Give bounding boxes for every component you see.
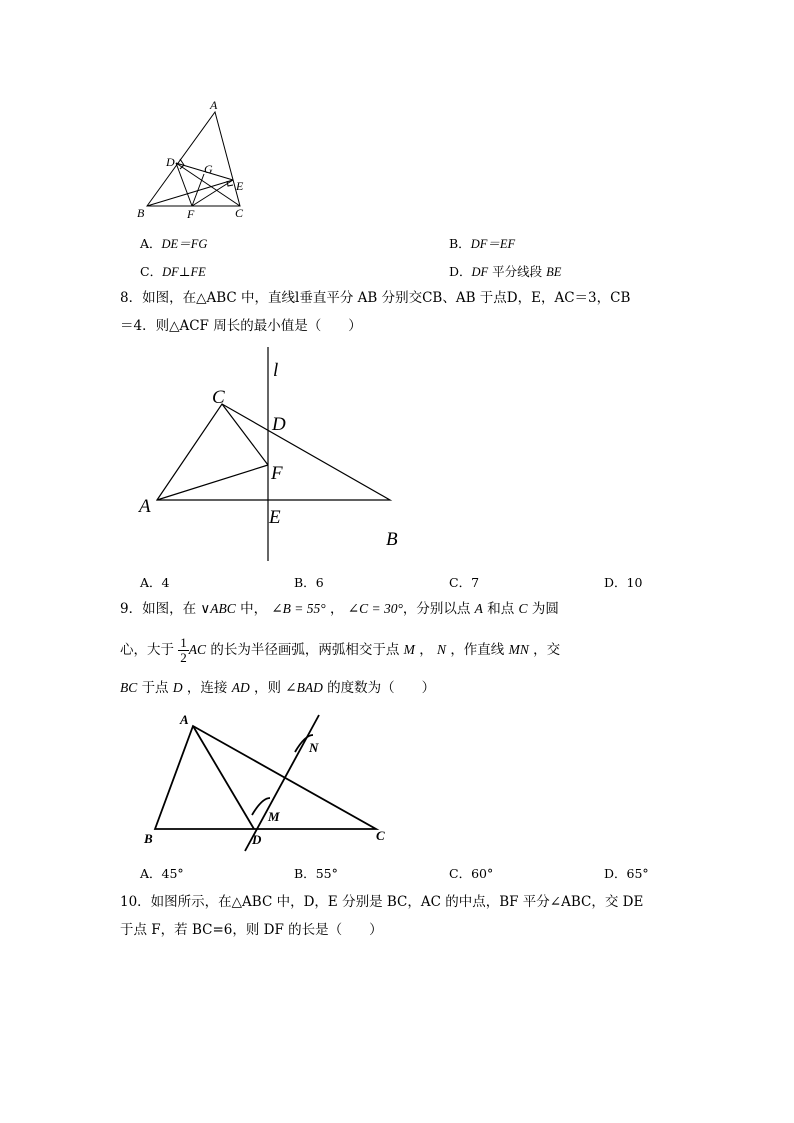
q10-stem-line2: 于点 F，若 BC=6，则 DF 的长是（ ）	[120, 922, 383, 938]
q7-option-a[interactable]: A．DE＝FG	[140, 236, 208, 251]
fig9-label-d: D	[252, 832, 262, 847]
fig9-label-n: N	[309, 740, 319, 755]
segment-fg	[192, 174, 204, 206]
q7-option-c[interactable]: C．DF⊥FE	[140, 264, 206, 279]
q9-stem-line3: BC 于点 D ，连接 AD ，则 ∠BAD 的度数为（ ）	[120, 680, 436, 696]
fig8-label-b: B	[386, 529, 398, 550]
segment-cf	[222, 404, 268, 465]
q8-option-b[interactable]: B．6	[294, 575, 324, 590]
fig9-label-c: C	[376, 828, 385, 843]
q9-stem-line1: 9．如图，在 ∨ABC 中， ∠B = 55° ， ∠C = 30°，分别以点 A 和点 C 为圆	[120, 601, 559, 617]
fig7-label-c: C	[235, 206, 244, 220]
fig8-label-c: C	[212, 387, 225, 408]
q7-option-d[interactable]: D．DF 平分线段 BE	[449, 264, 562, 279]
fig9-label-a: A	[180, 712, 189, 727]
q9-option-c[interactable]: C．60°	[449, 866, 494, 881]
figure-q8	[130, 340, 420, 565]
fig7-label-b: B	[137, 206, 145, 220]
fig7-label-e: E	[236, 179, 244, 193]
fig9-label-b: B	[144, 831, 153, 846]
fig8-label-d: D	[272, 414, 286, 435]
fig7-label-g: G	[204, 162, 213, 176]
q8-option-a[interactable]: A．4	[140, 575, 170, 590]
fig7-label-d: D	[166, 155, 175, 169]
segment-af	[157, 465, 268, 500]
fig8-label-a: A	[139, 496, 151, 517]
q9-option-d[interactable]: D．65°	[604, 866, 649, 881]
q9-stem-line2: 心，大于 $\frac{1}{2}$ AC 的长为半径画弧，两弧相交于点 M ， N ，作直线 MN ，交	[120, 635, 561, 665]
q7-option-b[interactable]: B．DF＝EF	[449, 236, 516, 251]
segment-df	[176, 163, 192, 206]
q8-stem-line2: ＝4．则△ACF 周长的最小值是（ ）	[120, 318, 362, 334]
figure-q9	[140, 708, 400, 856]
q8-option-d[interactable]: D．10	[604, 575, 643, 590]
segment-fe	[192, 180, 233, 206]
q9-option-b[interactable]: B．55°	[294, 866, 338, 881]
q8-stem-line1: 8．如图，在△ABC 中，直线l垂直平分 AB 分别交CB、AB 于点D，E，AC＝3，CB	[120, 290, 631, 306]
fig8-label-f: F	[271, 463, 283, 484]
q8-option-c[interactable]: C．7	[449, 575, 480, 590]
fraction-one-half: $\frac{1}{2}$	[180, 635, 187, 665]
fig8-label-l: l	[273, 360, 279, 381]
segment-ad	[193, 726, 254, 829]
line-mn	[245, 715, 319, 851]
figure-q7	[130, 95, 260, 225]
q9-option-a[interactable]: A．45°	[140, 866, 184, 881]
fig7-label-f: F	[187, 207, 195, 221]
fig9-label-m: M	[268, 809, 280, 824]
fig8-label-e: E	[269, 507, 281, 528]
q10-stem-line1: 10．如图所示，在△ABC 中，D，E 分别是 BC，AC 的中点，BF 平分∠ABC，交 DE	[120, 894, 644, 910]
fig7-label-a: A	[210, 98, 218, 112]
